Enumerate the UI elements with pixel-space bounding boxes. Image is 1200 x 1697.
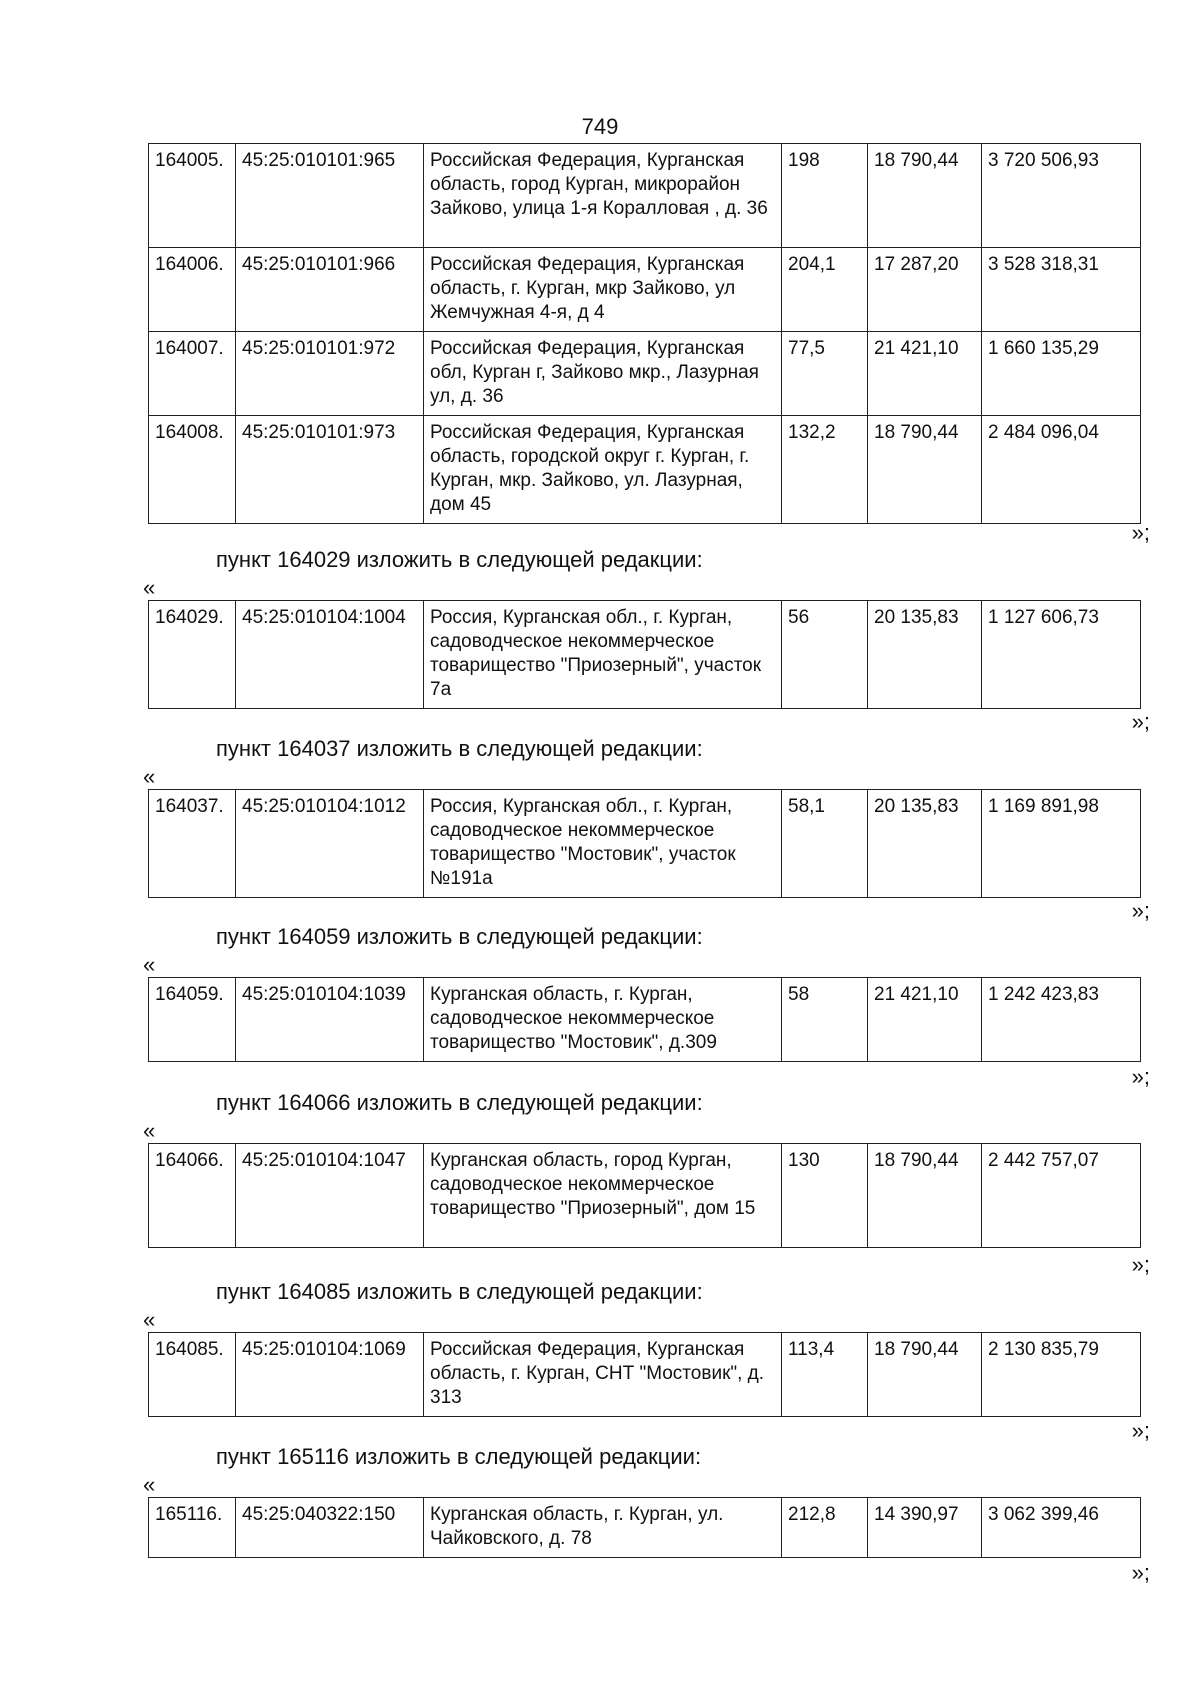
amendment-instruction: пункт 164085 изложить в следующей редакции: <box>216 1279 703 1304</box>
amendment-instruction: пункт 164029 изложить в следующей редакции: <box>216 547 703 572</box>
specific-value: 21 421,10 <box>868 978 982 1062</box>
cadastral-number: 45:25:010101:966 <box>236 248 424 332</box>
closing-quote: »; <box>1131 520 1150 545</box>
closing-quote: »; <box>1131 1252 1150 1277</box>
item-number: 164037. <box>149 790 236 898</box>
specific-value: 20 135,83 <box>868 790 982 898</box>
area: 132,2 <box>782 416 868 524</box>
table-row <box>149 1498 1141 1558</box>
amendment-table <box>148 1497 1141 1558</box>
area: 77,5 <box>782 332 868 416</box>
item-number: 164008. <box>149 416 236 524</box>
cadastral-number: 45:25:010104:1047 <box>236 1144 424 1248</box>
address: Российская Федерация, Курганская обл, Курган г, Зайково мкр., Лазурная ул, д. 36 <box>424 332 782 416</box>
closing-quote: »; <box>1131 1560 1150 1585</box>
address: Российская Федерация, Курганская область, город Курган, микрорайон Зайково, улица 1-я Коралловая , д. 36 <box>424 144 782 248</box>
opening-quote: « <box>143 1307 156 1332</box>
cadastral-value: 2 484 096,04 <box>982 416 1141 524</box>
address: Курганская область, г. Курган, ул. Чайковского, д. 78 <box>424 1498 782 1558</box>
amendment-table <box>148 977 1141 1062</box>
cadastral-value: 1 242 423,83 <box>982 978 1141 1062</box>
item-number: 164005. <box>149 144 236 248</box>
amendment-table <box>148 1143 1141 1248</box>
closing-quote: »; <box>1131 1064 1150 1089</box>
item-number: 164006. <box>149 248 236 332</box>
specific-value: 20 135,83 <box>868 601 982 709</box>
cadastral-number: 45:25:040322:150 <box>236 1498 424 1558</box>
address: Россия, Курганская обл., г. Курган, садоводческое некоммерческое товарищество "Мостовик", участок №191а <box>424 790 782 898</box>
specific-value: 18 790,44 <box>868 416 982 524</box>
cadastral-number: 45:25:010101:972 <box>236 332 424 416</box>
area: 130 <box>782 1144 868 1248</box>
table-row <box>149 601 1141 709</box>
cadastral-value: 3 062 399,46 <box>982 1498 1141 1558</box>
area: 58,1 <box>782 790 868 898</box>
amendment-table <box>148 789 1141 898</box>
address: Россия, Курганская обл., г. Курган, садоводческое некоммерческое товарищество "Приозерный", участок 7а <box>424 601 782 709</box>
cadastral-value: 3 720 506,93 <box>982 144 1141 248</box>
cadastral-value: 2 130 835,79 <box>982 1333 1141 1417</box>
amendment-instruction: пункт 164059 изложить в следующей редакции: <box>216 924 703 949</box>
specific-value: 18 790,44 <box>868 1144 982 1248</box>
area: 204,1 <box>782 248 868 332</box>
amendment-table <box>148 1332 1141 1417</box>
closing-quote: »; <box>1131 709 1150 734</box>
cadastral-value: 1 127 606,73 <box>982 601 1141 709</box>
item-number: 164029. <box>149 601 236 709</box>
specific-value: 17 287,20 <box>868 248 982 332</box>
address: Курганская область, г. Курган, садоводческое некоммерческое товарищество "Мостовик", д.309 <box>424 978 782 1062</box>
specific-value: 14 390,97 <box>868 1498 982 1558</box>
item-number: 164059. <box>149 978 236 1062</box>
register-table <box>148 143 1141 524</box>
table-row <box>149 332 1141 416</box>
cadastral-number: 45:25:010101:973 <box>236 416 424 524</box>
cadastral-value: 1 169 891,98 <box>982 790 1141 898</box>
table-row <box>149 790 1141 898</box>
cadastral-number: 45:25:010104:1069 <box>236 1333 424 1417</box>
cadastral-number: 45:25:010104:1012 <box>236 790 424 898</box>
opening-quote: « <box>143 1118 156 1143</box>
address: Российская Федерация, Курганская область, г. Курган, мкр Зайково, ул Жемчужная 4-я, д 4 <box>424 248 782 332</box>
opening-quote: « <box>143 952 156 977</box>
cadastral-value: 3 528 318,31 <box>982 248 1141 332</box>
address: Российская Федерация, Курганская область, городской округ г. Курган, г. Курган, мкр. Зайково, ул. Лазурная, дом 45 <box>424 416 782 524</box>
specific-value: 18 790,44 <box>868 1333 982 1417</box>
address: Российская Федерация, Курганская область, г. Курган, СНТ "Мостовик", д. 313 <box>424 1333 782 1417</box>
table-row <box>149 1333 1141 1417</box>
table-row <box>149 144 1141 248</box>
address: Курганская область, город Курган, садоводческое некоммерческое товарищество "Приозерный", дом 15 <box>424 1144 782 1248</box>
cadastral-value: 1 660 135,29 <box>982 332 1141 416</box>
table-row <box>149 1144 1141 1248</box>
opening-quote: « <box>143 764 156 789</box>
item-number: 164007. <box>149 332 236 416</box>
closing-quote: »; <box>1131 1418 1150 1443</box>
cadastral-number: 45:25:010104:1039 <box>236 978 424 1062</box>
item-number: 164066. <box>149 1144 236 1248</box>
specific-value: 21 421,10 <box>868 332 982 416</box>
cadastral-number: 45:25:010104:1004 <box>236 601 424 709</box>
page-number: 749 <box>581 114 619 139</box>
area: 58 <box>782 978 868 1062</box>
item-number: 164085. <box>149 1333 236 1417</box>
area: 56 <box>782 601 868 709</box>
area: 113,4 <box>782 1333 868 1417</box>
area: 198 <box>782 144 868 248</box>
table-row <box>149 416 1141 524</box>
opening-quote: « <box>143 575 156 600</box>
amendment-instruction: пункт 165116 изложить в следующей редакции: <box>216 1444 702 1469</box>
table-row <box>149 978 1141 1062</box>
cadastral-number: 45:25:010101:965 <box>236 144 424 248</box>
closing-quote: »; <box>1131 898 1150 923</box>
specific-value: 18 790,44 <box>868 144 982 248</box>
amendment-table <box>148 600 1141 709</box>
table-row <box>149 248 1141 332</box>
item-number: 165116. <box>149 1498 236 1558</box>
area: 212,8 <box>782 1498 868 1558</box>
amendment-instruction: пункт 164066 изложить в следующей редакции: <box>216 1090 703 1115</box>
amendment-instruction: пункт 164037 изложить в следующей редакции: <box>216 736 703 761</box>
opening-quote: « <box>143 1472 156 1497</box>
cadastral-value: 2 442 757,07 <box>982 1144 1141 1248</box>
